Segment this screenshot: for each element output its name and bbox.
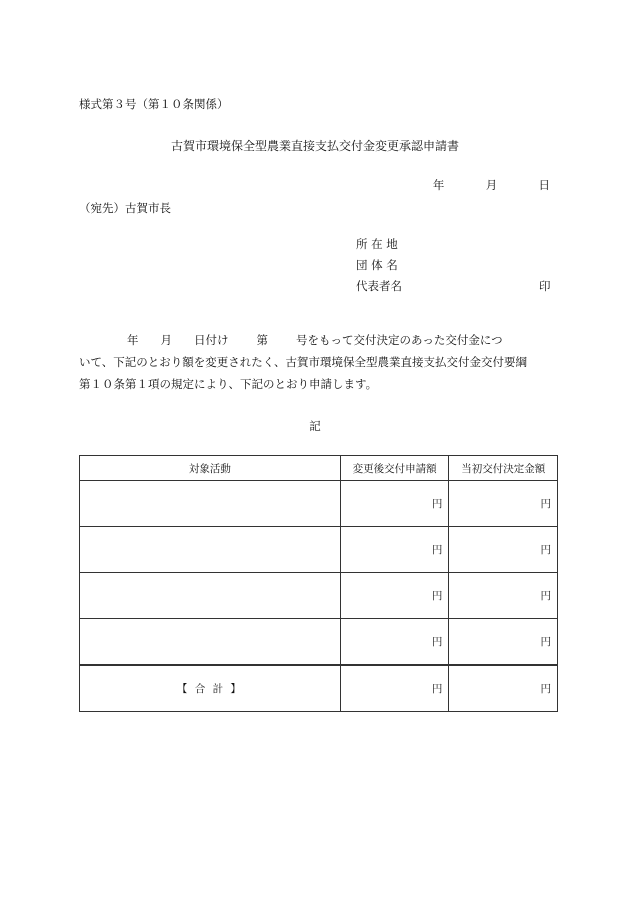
total-row <box>80 665 558 712</box>
body-day: 日付け <box>194 333 229 347</box>
amount-after-cell[interactable]: 円 <box>340 527 449 573</box>
table-row <box>80 527 558 573</box>
activity-cell[interactable] <box>80 527 341 573</box>
amount-after-cell[interactable]: 円 <box>340 619 449 666</box>
date-month: 月 <box>485 178 498 192</box>
table-row <box>80 481 558 527</box>
amount-initial-cell[interactable]: 円 <box>449 573 558 619</box>
group-name-label: 団 体 名 <box>356 258 398 272</box>
amount-after-cell[interactable]: 円 <box>340 573 449 619</box>
addressee: （宛先）古賀市長 <box>79 201 171 215</box>
total-amount-initial[interactable]: 円 <box>449 665 558 712</box>
amount-after-cell[interactable]: 円 <box>340 481 449 527</box>
table-header-row <box>80 456 558 481</box>
representative-label: 代表者名 <box>356 279 402 293</box>
ki-heading: 記 <box>309 419 321 433</box>
activity-cell[interactable] <box>80 481 341 527</box>
document-title: 古賀市環境保全型農業直接支払交付金変更承認申請書 <box>170 139 459 153</box>
amount-table <box>79 455 558 712</box>
header-amount-after: 変更後交付申請額 <box>340 456 449 481</box>
amount-initial-cell[interactable]: 円 <box>449 527 558 573</box>
request-paragraph <box>79 329 555 395</box>
paragraph-line-3: 第１０条第１項の規定により、下記のとおり申請します。 <box>79 377 378 391</box>
header-activity: 対象活動 <box>80 456 341 481</box>
seal-mark: 印 <box>539 279 551 293</box>
header-amount-initial: 当初交付決定金額 <box>449 456 558 481</box>
body-line1-rest: 号をもって交付決定のあった交付金につ <box>296 333 503 347</box>
activity-cell[interactable] <box>80 573 341 619</box>
body-month: 月 <box>160 333 172 347</box>
table-row <box>80 573 558 619</box>
table-row <box>80 619 558 666</box>
activity-cell[interactable] <box>80 619 341 666</box>
form-number: 様式第３号（第１０条関係） <box>79 97 229 111</box>
body-year: 年 <box>127 333 139 347</box>
date-year: 年 <box>432 178 445 192</box>
paragraph-line-2: いて、下記のとおり額を変更されたく、古賀市環境保全型農業直接支払交付金交付要綱 <box>79 355 528 369</box>
body-number-prefix: 第 <box>256 333 268 347</box>
amount-initial-cell[interactable]: 円 <box>449 481 558 527</box>
total-amount-after[interactable]: 円 <box>340 665 449 712</box>
amount-initial-cell[interactable]: 円 <box>449 619 558 666</box>
total-label: 【 合 計 】 <box>80 665 341 712</box>
date-line <box>433 177 550 193</box>
date-day: 日 <box>538 178 550 192</box>
paragraph-line-1 <box>79 329 555 351</box>
address-label: 所 在 地 <box>356 237 398 251</box>
